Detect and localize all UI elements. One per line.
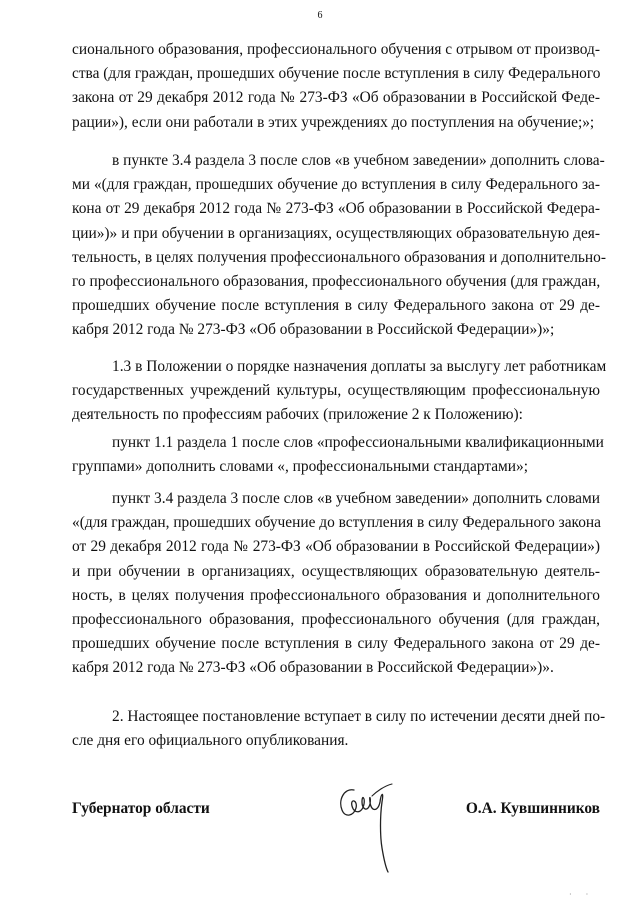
text-line: от 29 декабря 2012 года № 273-ФЗ «Об образовании в Российской Федерации») [72, 538, 600, 556]
text-line: 2. Настоящее постановление вступает в силу по истечении десяти дней по- [112, 708, 606, 725]
paragraph-1 [72, 38, 600, 135]
text-line: государственных учреждений культуры, осуществляющим профессиональную [72, 382, 600, 400]
text-line: прошедших обучение после вступления в силу Федерального закона от 29 де- [72, 297, 600, 315]
paragraph-5 [72, 487, 600, 681]
text-line: деятельность по профессиям рабочих (приложение 2 к Положению): [72, 406, 523, 424]
paragraph-3 [72, 355, 607, 428]
text-line: 1.3 в Положении о порядке назначения доплаты за выслугу лет работникам [112, 358, 607, 375]
text-line: сионального образования, профессионального обучения с отрывом от производ- [72, 41, 600, 58]
text-line: пункт 1.1 раздела 1 после слов «профессиональными квалификационными [112, 434, 604, 451]
paragraph-6 [72, 705, 606, 753]
page-number: 6 [317, 10, 323, 21]
text-line: тельность, в целях получения профессионального образования и дополнительно- [72, 248, 606, 266]
text-line: кабря 2012 года № 273-ФЗ «Об образовании в Российской Федерации»)». [72, 659, 554, 677]
text-line: ми «(для граждан, прошедших обучение до вступления в силу Федерального за- [72, 176, 600, 194]
text-line: закона от 29 декабря 2012 года № 273-ФЗ «Об образовании в Российской Феде- [72, 89, 600, 107]
scan-artifact-marks: · · [569, 890, 595, 899]
text-line: кабря 2012 года № 273-ФЗ «Об образовании в Российской Федерации»)»; [72, 321, 555, 339]
text-line: рации»), если они работали в этих учреждениях до поступления на обучение;»; [72, 113, 595, 131]
paragraph-4 [72, 431, 604, 479]
text-line: кона от 29 декабря 2012 года № 273-ФЗ «Об образовании в Российской Федера- [72, 200, 600, 218]
text-line: пункт 3.4 раздела 3 после слов «в учебном заведении» дополнить словами [112, 490, 600, 507]
text-line: группами» дополнить словами «, профессиональными стандартами»; [72, 458, 529, 476]
text-line: ции»)» и при обучении в организациях, осуществляющих образовательную дея- [72, 224, 600, 242]
text-line: го профессионального образования, профессионального обучения (для граждан, [72, 273, 601, 291]
text-line: «(для граждан, прошедших обучение до вступления в силу Федерального закона [72, 514, 601, 532]
text-line: и при обучении в организациях, осуществляющих образовательную деятель- [72, 562, 600, 580]
paragraph-2 [72, 149, 606, 343]
text-line: прошедших обучение после вступления в силу Федерального закона от 29 де- [72, 635, 600, 653]
text-line: сле дня его официального опубликования. [72, 732, 349, 750]
handwritten-signature [336, 776, 402, 876]
text-line: ства (для граждан, прошедших обучение после вступления в силу Федерального [72, 65, 601, 83]
text-line: ность, в целях получения профессионального образования и дополнительного [72, 586, 600, 604]
signatory-name: О.А. Кувшинников [465, 800, 600, 817]
signatory-title: Губернатор области [72, 800, 210, 817]
text-line: профессионального образования, профессионального обучения (для граждан, [72, 611, 600, 629]
text-line: в пункте 3.4 раздела 3 после слов «в учебном заведении» дополнить слова- [112, 152, 605, 169]
